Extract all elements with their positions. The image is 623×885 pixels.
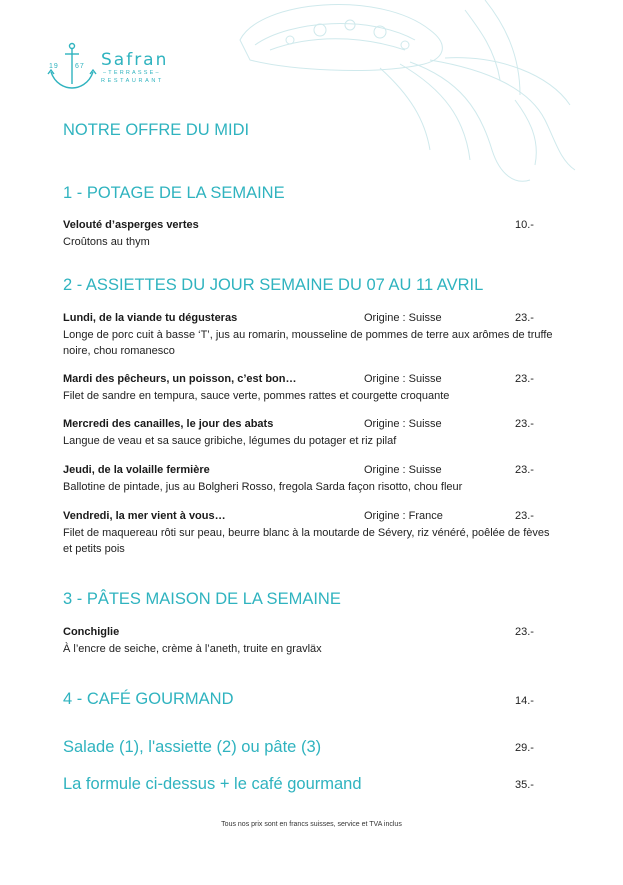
daily-dish-name: Lundi, de la viande tu dégusteras — [63, 312, 238, 324]
daily-dish-origin: Origine : Suisse — [364, 373, 442, 385]
daily-dish-desc: Filet de sandre en tempura, sauce verte, pommes rattes et courgette croquante — [63, 390, 450, 402]
page-title: NOTRE OFFRE DU MIDI — [63, 121, 250, 139]
formula-salade-assiette: Salade (1), l'assiette (2) ou pâte (3) — [63, 738, 322, 756]
daily-dish-name: Vendredi, la mer vient à vous… — [63, 510, 226, 522]
daily-dish-name: Mardi des pêcheurs, un poisson, c’est bon… — [63, 373, 297, 385]
logo-year-left: 19 — [49, 63, 59, 70]
daily-dish-origin: Origine : France — [364, 510, 443, 522]
daily-dish-origin: Origine : Suisse — [364, 464, 442, 476]
daily-dish-price: 23.- — [515, 312, 534, 324]
daily-dish-origin: Origine : Suisse — [364, 418, 442, 430]
daily-dish-desc: Langue de veau et sa sauce gribiche, légumes du potager et riz pilaf — [63, 435, 397, 447]
potage-desc: Croûtons au thym — [63, 236, 150, 248]
daily-dish-origin: Origine : Suisse — [364, 312, 442, 324]
formula-cafe-gourmand: La formule ci-dessus + le café gourmand — [63, 775, 362, 793]
daily-dish-desc: Longe de porc cuit à basse ‘T’, jus au romarin, mousseline de pommes de terre aux arômes de truffe noire, chou romanesco — [63, 329, 553, 357]
daily-dish-price: 23.- — [515, 373, 534, 385]
section-heading-potage: 1 - POTAGE DE LA SEMAINE — [63, 184, 285, 202]
daily-dish-name: Mercredi des canailles, le jour des abats — [63, 418, 274, 430]
jellyfish-illustration — [230, 0, 623, 200]
formula-cafe-price: 35.- — [515, 779, 534, 791]
logo-subtitle-terrasse: –TERRASSE– — [103, 70, 161, 76]
cafe-price: 14.- — [515, 695, 534, 707]
pates-price: 23.- — [515, 626, 534, 638]
section-heading-assiettes: 2 - ASSIETTES DU JOUR SEMAINE DU 07 AU 11 AVRIL — [63, 276, 484, 294]
section-heading-cafe: 4 - CAFÉ GOURMAND — [63, 690, 234, 708]
daily-dish-price: 23.- — [515, 464, 534, 476]
pates-desc: À l’encre de seiche, crème à l’aneth, truite en gravläx — [63, 643, 322, 655]
daily-dish-desc: Filet de maquereau rôti sur peau, beurre blanc à la moutarde de Sévery, riz vénéré, poêlée de fèves et petits pois — [63, 527, 550, 555]
daily-dish-desc: Ballotine de pintade, jus au Bolgheri Rosso, fregola Sarda façon risotto, chou fleur — [63, 481, 463, 493]
formula-salade-price: 29.- — [515, 742, 534, 754]
price-footnote: Tous nos prix sont en francs suisses, service et TVA inclus — [221, 821, 402, 828]
pates-dish: Conchiglie — [63, 626, 120, 638]
daily-dish-name: Jeudi, de la volaille fermière — [63, 464, 210, 476]
section-heading-pates: 3 - PÂTES MAISON DE LA SEMAINE — [63, 590, 341, 608]
logo-name: Safran — [101, 50, 169, 70]
potage-dish: Velouté d’asperges vertes — [63, 219, 199, 231]
logo-year-right: 67 — [75, 63, 85, 70]
logo-subtitle-restaurant: RESTAURANT — [101, 78, 164, 84]
potage-price: 10.- — [515, 219, 534, 231]
daily-dish-price: 23.- — [515, 418, 534, 430]
daily-dish-price: 23.- — [515, 510, 534, 522]
